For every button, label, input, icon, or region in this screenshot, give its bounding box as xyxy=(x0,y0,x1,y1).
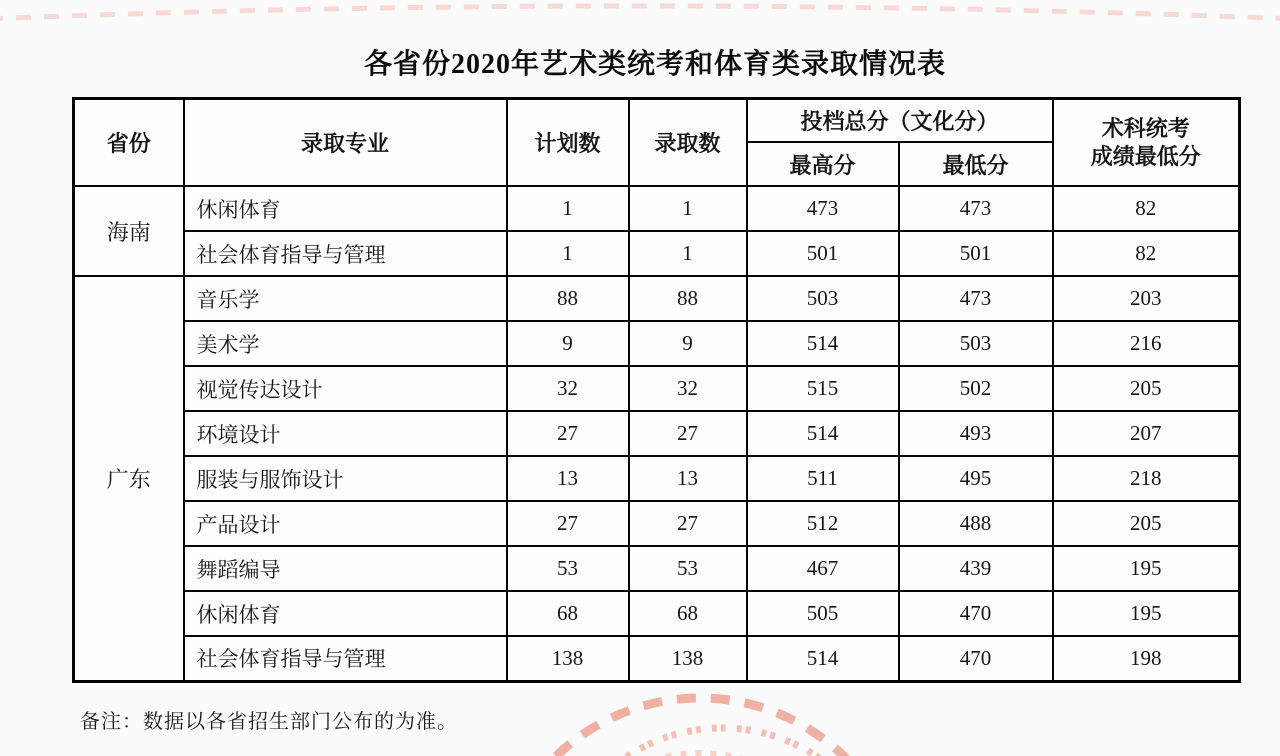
cell-art-min: 195 xyxy=(1053,546,1240,591)
cell-highest: 514 xyxy=(747,411,899,456)
cell-lowest: 495 xyxy=(899,456,1053,501)
cell-lowest: 501 xyxy=(899,231,1053,276)
cell-lowest: 473 xyxy=(899,186,1053,231)
cell-art-min: 82 xyxy=(1053,231,1240,276)
cell-major: 舞蹈编导 xyxy=(184,546,507,591)
cell-planned: 53 xyxy=(507,546,629,591)
cell-art-min: 205 xyxy=(1053,501,1240,546)
cell-highest: 514 xyxy=(747,321,899,366)
cell-planned: 1 xyxy=(507,186,629,231)
cell-art-min: 195 xyxy=(1053,591,1240,636)
note-text: 备注：数据以各省招生部门公布的为准。 xyxy=(80,711,458,733)
table-row xyxy=(74,276,1240,321)
page-title: 各省份2020年艺术类统考和体育类录取情况表 xyxy=(363,49,946,80)
admissions-table xyxy=(72,97,1241,683)
header-major: 录取专业 xyxy=(184,99,507,187)
table-row xyxy=(74,636,1240,681)
cell-lowest: 470 xyxy=(899,591,1053,636)
cell-lowest: 503 xyxy=(899,321,1053,366)
header-art-exam-min xyxy=(1053,99,1240,187)
cell-admitted: 88 xyxy=(629,276,747,321)
table-row xyxy=(74,321,1240,366)
header-highest: 最高分 xyxy=(747,142,899,186)
header-total-score-group: 投档总分（文化分） xyxy=(747,99,1053,143)
header-planned: 计划数 xyxy=(507,99,629,187)
header-art-exam-line1: 术科统考 xyxy=(1101,116,1190,141)
table-row xyxy=(74,456,1240,501)
table-row xyxy=(74,546,1240,591)
cell-highest: 511 xyxy=(747,456,899,501)
cell-highest: 515 xyxy=(747,366,899,411)
cell-art-min: 216 xyxy=(1053,321,1240,366)
cell-lowest: 493 xyxy=(899,411,1053,456)
cell-admitted: 68 xyxy=(629,591,747,636)
header-lowest: 最低分 xyxy=(899,142,1053,186)
cell-province: 广东 xyxy=(74,276,184,681)
cell-major: 环境设计 xyxy=(184,411,507,456)
cell-major: 美术学 xyxy=(184,321,507,366)
cell-major: 社会体育指导与管理 xyxy=(184,636,507,681)
header-province: 省份 xyxy=(74,99,184,187)
cell-planned: 32 xyxy=(507,366,629,411)
stamp-dashed-arc-inner xyxy=(550,728,894,756)
cell-planned: 27 xyxy=(507,411,629,456)
cell-planned: 13 xyxy=(507,456,629,501)
cell-highest: 512 xyxy=(747,501,899,546)
cell-lowest: 470 xyxy=(899,636,1053,681)
cell-highest: 467 xyxy=(747,546,899,591)
cell-highest: 473 xyxy=(747,186,899,231)
table-row xyxy=(74,591,1240,636)
cell-lowest: 473 xyxy=(899,276,1053,321)
header-admitted: 录取数 xyxy=(629,99,747,187)
cell-admitted: 9 xyxy=(629,321,747,366)
table-row xyxy=(74,186,1240,231)
cell-highest: 505 xyxy=(747,591,899,636)
cell-planned: 68 xyxy=(507,591,629,636)
cell-admitted: 27 xyxy=(629,411,747,456)
cell-admitted: 13 xyxy=(629,456,747,501)
table-row xyxy=(74,231,1240,276)
table-row xyxy=(74,411,1240,456)
cell-highest: 501 xyxy=(747,231,899,276)
cell-planned: 88 xyxy=(507,276,629,321)
cell-major: 音乐学 xyxy=(184,276,507,321)
stamp-dashed-arc-outer xyxy=(493,698,907,756)
cell-admitted: 1 xyxy=(629,186,747,231)
stamp-dashed-arc-top xyxy=(0,6,1280,20)
cell-planned: 27 xyxy=(507,501,629,546)
cell-art-min: 198 xyxy=(1053,636,1240,681)
cell-province: 海南 xyxy=(74,186,184,276)
cell-major: 社会体育指导与管理 xyxy=(184,231,507,276)
cell-major: 视觉传达设计 xyxy=(184,366,507,411)
cell-art-min: 203 xyxy=(1053,276,1240,321)
cell-lowest: 439 xyxy=(899,546,1053,591)
cell-art-min: 205 xyxy=(1053,366,1240,411)
cell-planned: 138 xyxy=(507,636,629,681)
cell-planned: 1 xyxy=(507,231,629,276)
cell-highest: 503 xyxy=(747,276,899,321)
cell-admitted: 138 xyxy=(629,636,747,681)
cell-admitted: 1 xyxy=(629,231,747,276)
cell-major: 休闲体育 xyxy=(184,186,507,231)
cell-admitted: 32 xyxy=(629,366,747,411)
cell-major: 休闲体育 xyxy=(184,591,507,636)
cell-major: 产品设计 xyxy=(184,501,507,546)
cell-art-min: 207 xyxy=(1053,411,1240,456)
cell-art-min: 82 xyxy=(1053,186,1240,231)
cell-planned: 9 xyxy=(507,321,629,366)
header-art-exam-line2: 成绩最低分 xyxy=(1090,143,1201,169)
table-row xyxy=(74,501,1240,546)
cell-major: 服装与服饰设计 xyxy=(184,456,507,501)
cell-highest: 514 xyxy=(747,636,899,681)
cell-admitted: 53 xyxy=(629,546,747,591)
cell-art-min: 218 xyxy=(1053,456,1240,501)
table-row xyxy=(74,366,1240,411)
cell-lowest: 502 xyxy=(899,366,1053,411)
cell-lowest: 488 xyxy=(899,501,1053,546)
cell-admitted: 27 xyxy=(629,501,747,546)
